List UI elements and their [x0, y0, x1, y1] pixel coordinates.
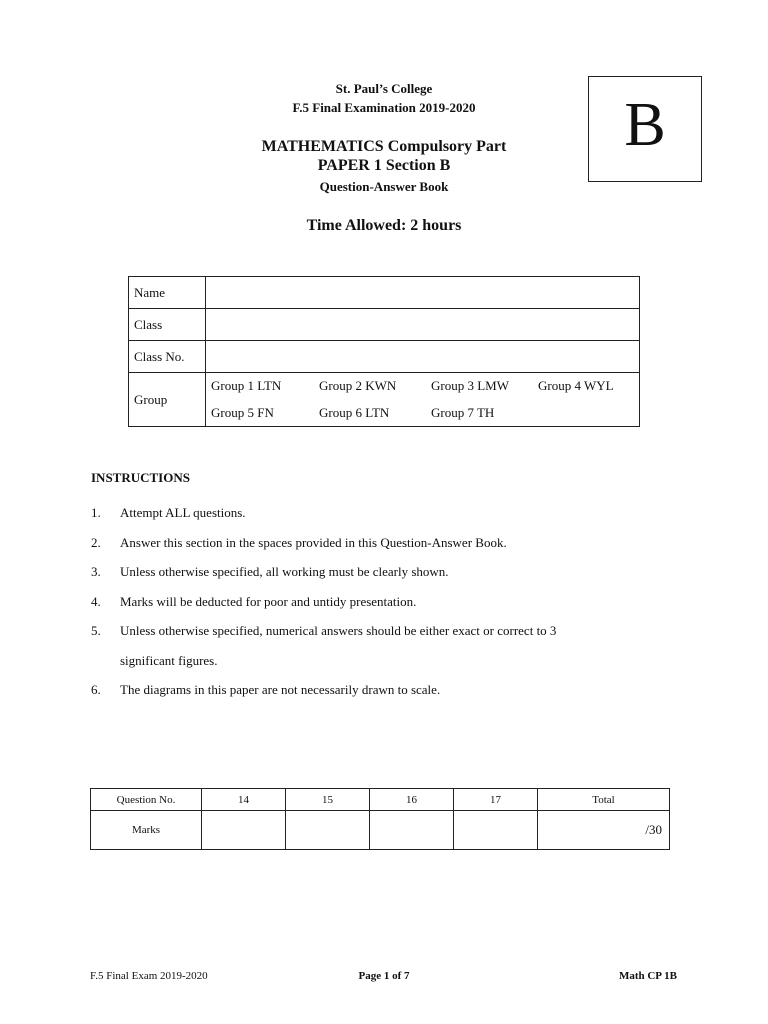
footer-right: Math CP 1B	[618, 970, 677, 982]
marks-cell[interactable]	[454, 811, 538, 850]
question-no-header: Question No.	[91, 789, 202, 811]
table-row	[91, 789, 670, 811]
table-row	[129, 373, 640, 427]
item-number: 1.	[91, 505, 101, 520]
subject-title: MATHEMATICS Compulsory Part	[261, 138, 507, 155]
item-text: Answer this section in the spaces provided in this Question-Answer Book.	[120, 534, 507, 550]
group-option[interactable]: Group 7 TH	[431, 405, 495, 420]
marks-label: Marks	[91, 811, 202, 850]
list-item	[91, 587, 671, 617]
exam-title: F.5 Final Examination 2019-2020	[292, 100, 476, 115]
page-number: Page 1 of 7	[358, 970, 410, 982]
marks-cell[interactable]	[286, 811, 370, 850]
class-no-field[interactable]	[206, 341, 640, 373]
class-no-label: Class No.	[129, 341, 206, 373]
marks-cell[interactable]	[202, 811, 286, 850]
instructions-list	[91, 498, 671, 705]
table-row	[129, 277, 640, 309]
list-item	[91, 557, 671, 587]
student-info-table	[128, 276, 640, 427]
group-option[interactable]: Group 1 LTN	[211, 378, 282, 393]
item-number: 3.	[91, 564, 101, 579]
class-field[interactable]	[206, 309, 640, 341]
table-row	[129, 341, 640, 373]
total-header: Total	[538, 789, 670, 811]
question-header: 15	[286, 789, 370, 811]
item-number: 5.	[91, 623, 101, 638]
marks-table	[90, 788, 670, 850]
school-name: St. Paul’s College	[335, 81, 433, 96]
list-item	[91, 616, 671, 646]
item-number: 4.	[91, 593, 101, 609]
instructions-title: INSTRUCTIONS	[91, 470, 190, 485]
item-number: 2.	[91, 534, 101, 550]
paper-title: PAPER 1 Section B	[317, 157, 451, 174]
question-header: 16	[370, 789, 454, 811]
group-option[interactable]: Group 3 LMW	[431, 378, 509, 393]
group-option[interactable]: Group 2 KWN	[319, 378, 397, 393]
item-text: significant figures.	[120, 652, 218, 668]
footer-left: F.5 Final Exam 2019-2020	[90, 970, 208, 982]
item-text: Marks will be deducted for poor and untidy presentation.	[120, 593, 417, 609]
item-number: 6.	[91, 682, 101, 697]
book-title: Question-Answer Book	[319, 179, 449, 194]
list-item-continued	[91, 646, 671, 676]
item-text: Unless otherwise specified, all working must be clearly shown.	[120, 564, 449, 579]
section-box	[588, 76, 702, 182]
question-header: 17	[454, 789, 538, 811]
name-label: Name	[129, 277, 206, 309]
total-value: /30	[645, 822, 662, 837]
item-text: Unless otherwise specified, numerical answers should be either exact or correct to 3	[120, 623, 557, 638]
group-options	[211, 378, 639, 421]
item-text: The diagrams in this paper are not necessarily drawn to scale.	[120, 682, 441, 697]
list-item	[91, 498, 671, 528]
list-item	[91, 675, 671, 705]
group-option[interactable]: Group 5 FN	[211, 405, 274, 420]
section-letter: B	[624, 91, 666, 159]
table-row	[91, 811, 670, 850]
item-text: Attempt ALL questions.	[120, 505, 246, 520]
marks-cell[interactable]	[370, 811, 454, 850]
total-cell[interactable]	[538, 811, 670, 850]
question-header: 14	[202, 789, 286, 811]
name-field[interactable]	[206, 277, 640, 309]
time-allowed: Time Allowed: 2 hours	[306, 217, 462, 234]
group-option[interactable]: Group 6 LTN	[319, 405, 390, 420]
class-label: Class	[129, 309, 206, 341]
group-field[interactable]	[206, 373, 640, 427]
group-option[interactable]: Group 4 WYL	[538, 378, 614, 393]
group-label: Group	[129, 373, 206, 427]
list-item	[91, 528, 671, 558]
table-row	[129, 309, 640, 341]
